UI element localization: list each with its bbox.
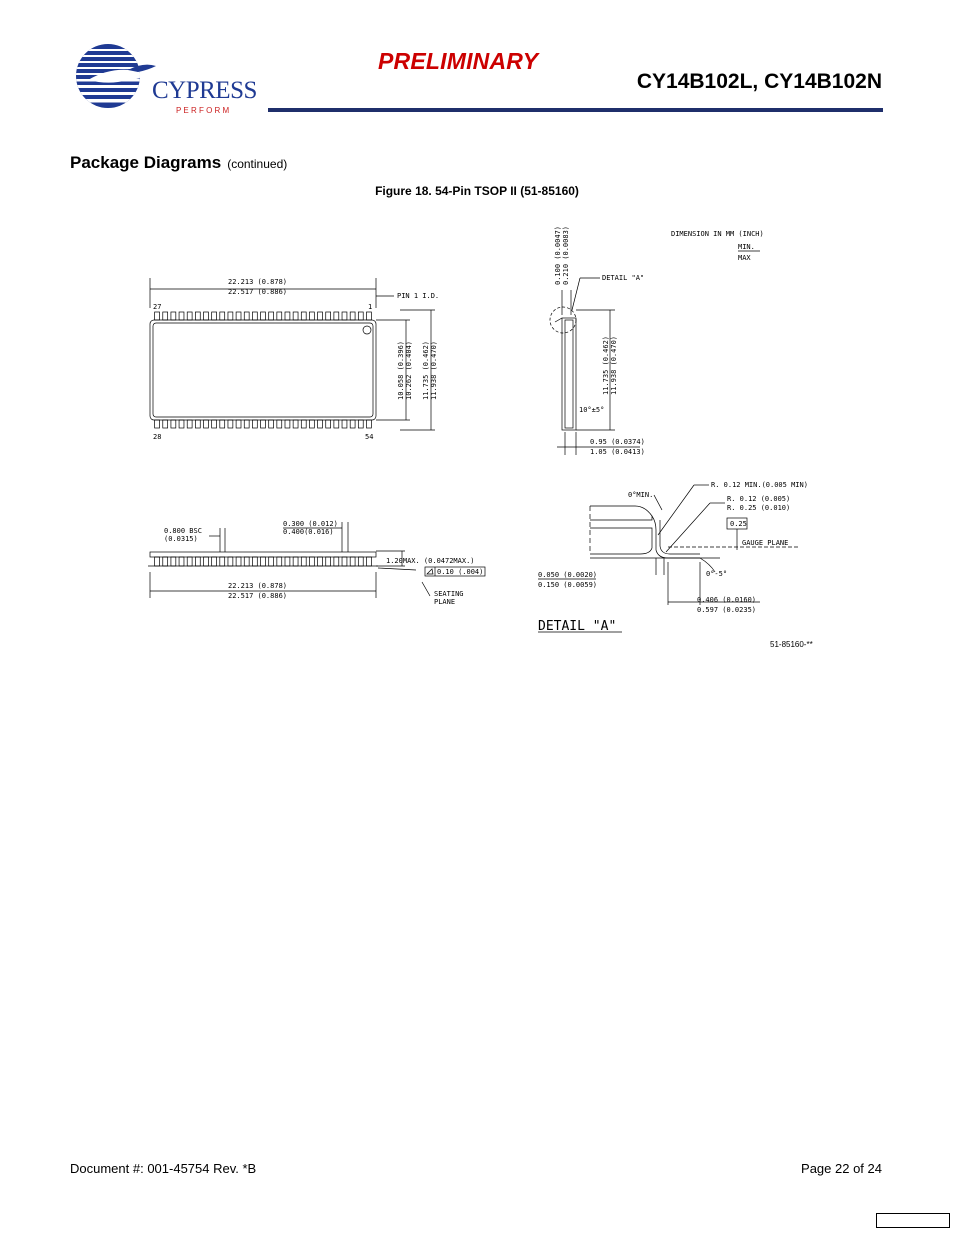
front-pin <box>261 557 266 566</box>
detail-a-reference: DETAIL "A" <box>602 274 645 282</box>
front-pin <box>277 557 282 566</box>
lead-b: 0.400(0.016) <box>283 528 334 536</box>
front-pin <box>252 557 257 566</box>
top-pin <box>334 312 339 320</box>
foot-length-b: 0.597 (0.0235) <box>697 606 757 614</box>
dimension-note: DIMENSION IN MM (INCH) <box>671 230 764 238</box>
gauge-value: 0.25 <box>730 520 747 528</box>
top-pin <box>277 312 282 320</box>
side-width-b: 11.938 (0.470) <box>610 335 618 395</box>
radius-a: R. 0.12 (0.005) <box>727 495 791 503</box>
bottom-pin <box>212 420 217 428</box>
front-pin <box>309 557 314 566</box>
bottom-pin <box>261 420 266 428</box>
header-rule <box>268 108 883 112</box>
pin28-label: 28 <box>153 433 162 441</box>
top-pin <box>204 312 209 320</box>
bottom-pin <box>252 420 257 428</box>
lead-width-b: 11.938 (0.470) <box>430 340 438 400</box>
thickness-b: 0.210 (0.0083) <box>562 225 570 285</box>
foot-b: 1.05 (0.0413) <box>590 448 645 456</box>
front-pin <box>293 557 298 566</box>
logo-wordmark: CYPRESS <box>152 77 257 104</box>
top-length-max-label: 22.517 (0.886) <box>228 288 288 296</box>
bottom-pin <box>228 420 233 428</box>
foot-angle-label: 0°-5° <box>706 570 728 578</box>
front-pin <box>269 557 274 566</box>
top-pin <box>309 312 314 320</box>
bottom-pin <box>366 420 371 428</box>
top-pin <box>236 312 241 320</box>
front-pin <box>204 557 209 566</box>
standoff-b: 0.150 (0.0059) <box>538 581 598 589</box>
logo-tagline: P E R F O R M <box>176 106 230 115</box>
front-pin <box>212 557 217 566</box>
lead-width-a: 11.735 (0.462) <box>422 340 430 400</box>
side-view <box>550 226 764 456</box>
min-label: MIN. <box>738 243 755 251</box>
bottom-pin <box>309 420 314 428</box>
bottom-pin <box>293 420 298 428</box>
detail-a-title: DETAIL "A" <box>538 619 617 634</box>
cypress-logo <box>68 40 258 118</box>
front-pin <box>179 557 184 566</box>
top-pins <box>155 312 372 320</box>
bottom-pin <box>285 420 290 428</box>
gauge-plane-label: GAUGE PLANE <box>742 539 789 547</box>
bottom-length: 22.213 (0.878) <box>228 582 288 590</box>
radius-min-label: R. 0.12 MIN.(0.005 MIN) <box>711 481 808 489</box>
bottom-pins <box>155 420 372 428</box>
package-drawing <box>120 210 840 660</box>
front-pin <box>244 557 249 566</box>
bottom-pin <box>318 420 323 428</box>
bottom-pin <box>171 420 176 428</box>
top-pin <box>301 312 306 320</box>
top-pin <box>318 312 323 320</box>
top-pin <box>195 312 200 320</box>
preliminary-label: PRELIMINARY <box>378 48 539 74</box>
front-pin <box>163 557 168 566</box>
bottom-pin <box>358 420 363 428</box>
front-pin <box>155 557 160 566</box>
body-width-b: 10.262 (0.404) <box>405 340 413 400</box>
pin1-number: 1 <box>368 303 373 311</box>
front-pin <box>301 557 306 566</box>
top-pin <box>358 312 363 320</box>
bottom-pin <box>350 420 355 428</box>
top-pin <box>244 312 249 320</box>
bottom-pin <box>269 420 274 428</box>
side-width-a: 11.735 (0.462) <box>602 335 610 395</box>
foot-length-a: 0.406 (0.0160) <box>697 596 757 604</box>
front-pin <box>171 557 176 566</box>
bottom-pin <box>326 420 331 428</box>
body-width-a: 10.058 (0.396) <box>397 340 405 400</box>
bottom-pin <box>244 420 249 428</box>
front-pin <box>187 557 192 566</box>
bottom-pin <box>195 420 200 428</box>
section-title-text: Package Diagrams <box>70 153 222 172</box>
bottom-pin <box>187 420 192 428</box>
zero-min-label: 0°MIN. <box>628 491 654 499</box>
top-pin <box>179 312 184 320</box>
side-angle: 10°±5° <box>579 406 605 414</box>
feedback-box <box>876 1213 950 1228</box>
plane-label: PLANE <box>434 598 456 606</box>
front-pin <box>236 557 241 566</box>
front-pin <box>285 557 290 566</box>
front-pin <box>220 557 225 566</box>
top-length-label: 22.213 (0.878) <box>228 278 288 286</box>
radius-b: R. 0.25 (0.010) <box>727 504 791 512</box>
front-pin <box>350 557 355 566</box>
bottom-pin <box>220 420 225 428</box>
coplanarity-label: 0.10 (.004) <box>437 568 484 576</box>
seating-label: SEATING <box>434 590 464 598</box>
pin54-label: 54 <box>365 433 374 441</box>
top-pin <box>171 312 176 320</box>
top-pin <box>366 312 371 320</box>
thickness-a: 0.100 (0.0047) <box>554 225 562 285</box>
bottom-pin <box>342 420 347 428</box>
figure-caption: Figure 18. 54-Pin TSOP II (51-85160) <box>375 184 579 198</box>
top-view <box>150 278 439 441</box>
top-pin <box>326 312 331 320</box>
top-pin <box>350 312 355 320</box>
front-pin <box>318 557 323 566</box>
front-pin <box>358 557 363 566</box>
pitch-a: 0.800 BSC <box>164 527 202 535</box>
bottom-pin <box>179 420 184 428</box>
front-pin <box>326 557 331 566</box>
bottom-pin <box>301 420 306 428</box>
top-pin <box>212 312 217 320</box>
top-pin <box>187 312 192 320</box>
front-view <box>148 520 485 606</box>
top-pin <box>163 312 168 320</box>
top-pin <box>228 312 233 320</box>
bottom-pin <box>163 420 168 428</box>
section-continued: (continued) <box>227 157 288 171</box>
max-label: MAX <box>738 254 751 262</box>
page-number: Page 22 of 24 <box>801 1161 882 1176</box>
height-label: 1.20MAX. (0.0472MAX.) <box>386 557 475 565</box>
top-pin <box>342 312 347 320</box>
bottom-pin <box>204 420 209 428</box>
document-number: Document #: 001-45754 Rev. *B <box>70 1161 257 1176</box>
bottom-pin <box>155 420 160 428</box>
foot-a: 0.95 (0.0374) <box>590 438 645 446</box>
pin27-label: 27 <box>153 303 162 311</box>
lead-a: 0.300 (0.012) <box>283 520 338 528</box>
bottom-pin <box>334 420 339 428</box>
part-number: CY14B102L, CY14B102N <box>636 70 882 93</box>
standoff-a: 0.050 (0.0020) <box>538 571 598 579</box>
top-pin <box>285 312 290 320</box>
pin1-label: PIN 1 I.D. <box>397 292 440 300</box>
front-pin <box>228 557 233 566</box>
front-pin <box>342 557 347 566</box>
pitch-b: (0.0315) <box>164 535 198 543</box>
bottom-pin <box>236 420 241 428</box>
section-title <box>70 153 287 173</box>
front-pin <box>195 557 200 566</box>
top-pin <box>269 312 274 320</box>
top-pin <box>252 312 257 320</box>
top-pin <box>261 312 266 320</box>
front-pin <box>366 557 371 566</box>
detail-a-view <box>538 481 808 634</box>
bottom-pin <box>277 420 282 428</box>
top-pin <box>155 312 160 320</box>
front-pins <box>155 557 372 566</box>
bottom-length-max: 22.517 (0.886) <box>228 592 288 600</box>
front-pin <box>334 557 339 566</box>
top-pin <box>220 312 225 320</box>
drawing-reference-number: 51-85160-** <box>770 640 813 649</box>
top-pin <box>293 312 298 320</box>
